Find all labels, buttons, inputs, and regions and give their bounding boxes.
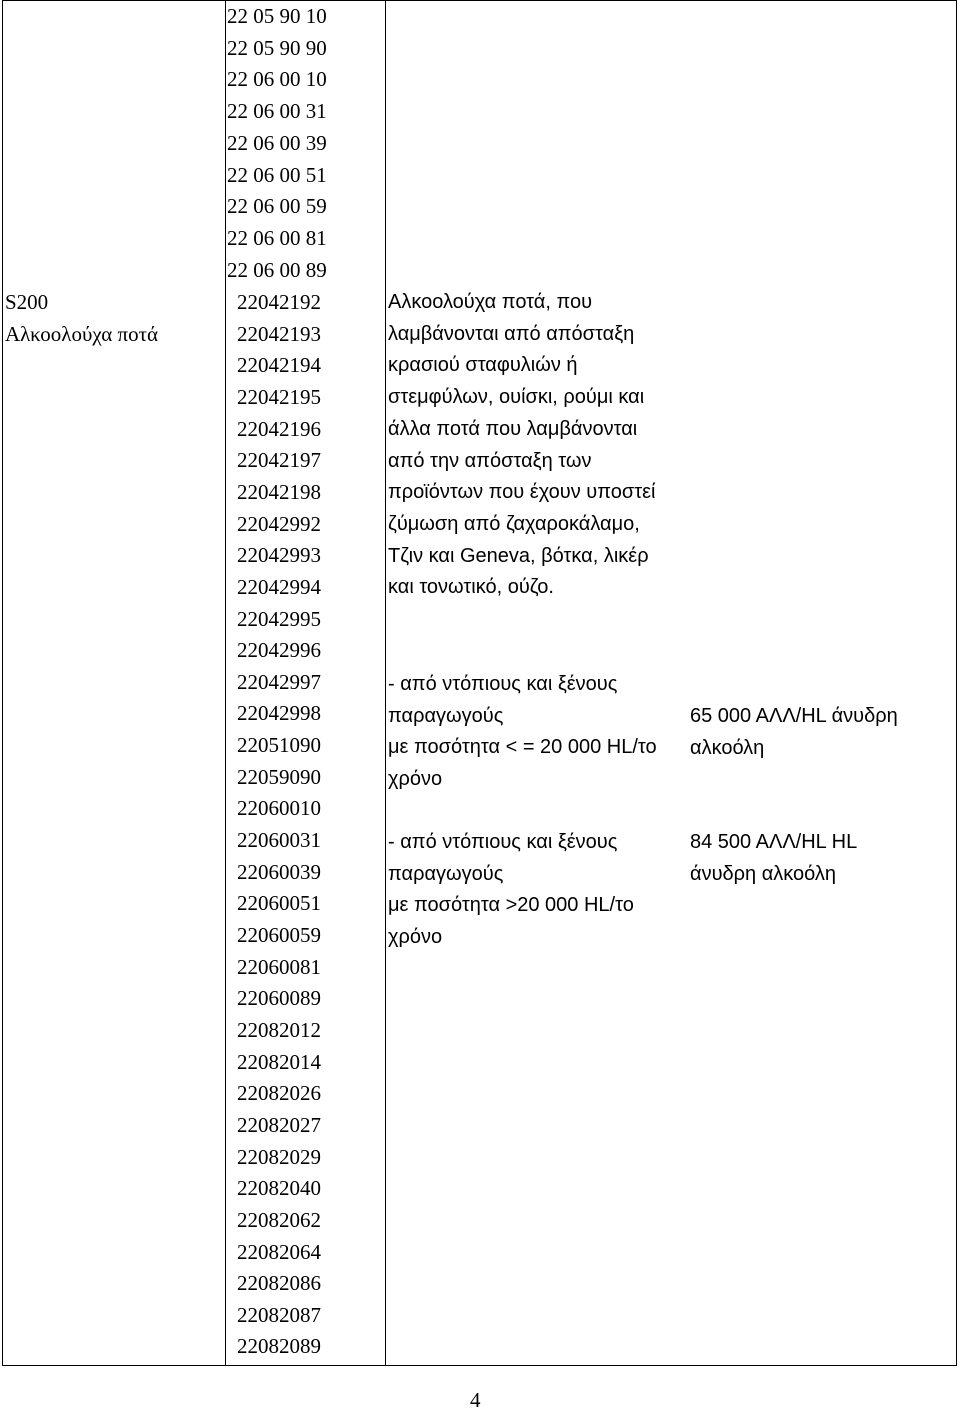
- tariff-code: 22082027: [237, 1112, 321, 1137]
- tariff-code: 22082026: [237, 1081, 321, 1106]
- column-divider: [385, 1, 386, 1365]
- tariff-code: 22042194: [237, 353, 321, 378]
- rate-line: 65 000 ΑΛΛ/HL άνυδρη: [690, 705, 898, 727]
- tariff-code: 22082040: [237, 1176, 321, 1201]
- tariff-code: 22042198: [237, 479, 321, 504]
- tariff-code: 22060059: [237, 923, 321, 947]
- bracket-line: με ποσότητα < = 20 000 HL/το: [388, 736, 657, 759]
- tariff-code: 22042992: [237, 511, 321, 536]
- tariff-code: 22 06 00 81: [227, 225, 327, 250]
- page-number: 4: [470, 1388, 481, 1412]
- tariff-code: 22042197: [237, 448, 321, 473]
- description-line: από την απόσταξη των: [388, 449, 592, 472]
- bracket-line: με ποσότητα >20 000 HL/το: [388, 894, 634, 917]
- tariff-code: 22051090: [237, 733, 321, 758]
- tariff-code: 22 06 00 10: [227, 67, 327, 92]
- bracket-line: - από ντόπιους και ξένους: [388, 831, 618, 853]
- category-cell: [5, 290, 158, 346]
- description-line: Τζιν και Geneva, βότκα, λικέρ: [388, 544, 649, 567]
- rate-line: αλκοόλη: [690, 736, 765, 759]
- category-code: S200: [5, 290, 49, 314]
- category-name: Αλκοολούχα ποτά: [5, 322, 159, 346]
- rate-line: άνυδρη αλκοόλη: [690, 862, 836, 885]
- bracket-line: χρόνο: [388, 768, 443, 791]
- description-line: και τονωτικό, ούζο.: [388, 576, 554, 599]
- tariff-code: 22060031: [237, 828, 321, 853]
- tariff-code: 22042998: [237, 701, 321, 726]
- tariff-code: 22082064: [237, 1239, 321, 1264]
- tariff-code: 22042196: [237, 416, 321, 441]
- tariff-code: 22 06 00 31: [227, 99, 327, 124]
- tariff-code: 22042995: [237, 606, 321, 631]
- tariff-code: 22082086: [237, 1271, 321, 1296]
- tariff-code: 22060039: [237, 859, 321, 884]
- tariff-code: 22060081: [237, 954, 321, 979]
- description-line: προϊόντων που έχουν υποστεί: [388, 481, 656, 504]
- tariff-code: 22042193: [237, 321, 321, 346]
- tariff-code: 22082029: [237, 1144, 321, 1169]
- description-line: άλλα ποτά που λαμβάνονται: [388, 417, 638, 440]
- tariff-code: 22 06 00 51: [227, 162, 327, 187]
- bracket-line: χρόνο: [388, 926, 443, 949]
- bracket-line: - από ντόπιους και ξένους: [388, 673, 618, 695]
- tariff-code: 22042994: [237, 574, 321, 599]
- tariff-code: 22060010: [237, 796, 321, 821]
- tariff-code: 22042195: [237, 384, 321, 409]
- description-line: ζύμωση από ζαχαροκάλαμο,: [388, 512, 640, 535]
- tariff-code: 22042192: [237, 290, 321, 314]
- tariff-code: 22060051: [237, 891, 321, 916]
- tariff-code: 22 06 00 59: [227, 194, 327, 219]
- tariff-code: 22042996: [237, 638, 321, 663]
- bracket-line: παραγωγούς: [388, 862, 504, 885]
- tariff-code: 22 06 00 89: [227, 257, 327, 282]
- column-divider: [225, 1, 226, 1365]
- tariff-code: 22 05 90 90: [227, 35, 327, 60]
- tariff-code: 22 06 00 39: [227, 130, 327, 155]
- description-line: κρασιού σταφυλιών ή: [388, 354, 578, 377]
- tariff-code: 22042997: [237, 669, 321, 694]
- tariff-code: 22082012: [237, 1017, 321, 1042]
- tariff-code: 22060089: [237, 986, 321, 1011]
- bracket-line: παραγωγούς: [388, 704, 504, 727]
- description-line: στεμφύλων, ουίσκι, ρούμι και: [388, 386, 645, 409]
- description-line: λαμβάνονται από απόσταξη: [388, 322, 635, 345]
- tariff-code: 22082087: [237, 1302, 321, 1327]
- tariff-code: 22082089: [237, 1334, 321, 1359]
- tariff-code: 22082062: [237, 1207, 321, 1232]
- tariff-code: 22042993: [237, 543, 321, 568]
- tariff-code: 22 05 90 10: [227, 4, 327, 28]
- rate-line: 84 500 ΑΛΛ/HL HL: [690, 831, 858, 853]
- tariff-code: 22059090: [237, 764, 321, 789]
- description-line: Αλκοολούχα ποτά, που: [388, 291, 593, 313]
- tariff-code: 22082014: [237, 1049, 321, 1074]
